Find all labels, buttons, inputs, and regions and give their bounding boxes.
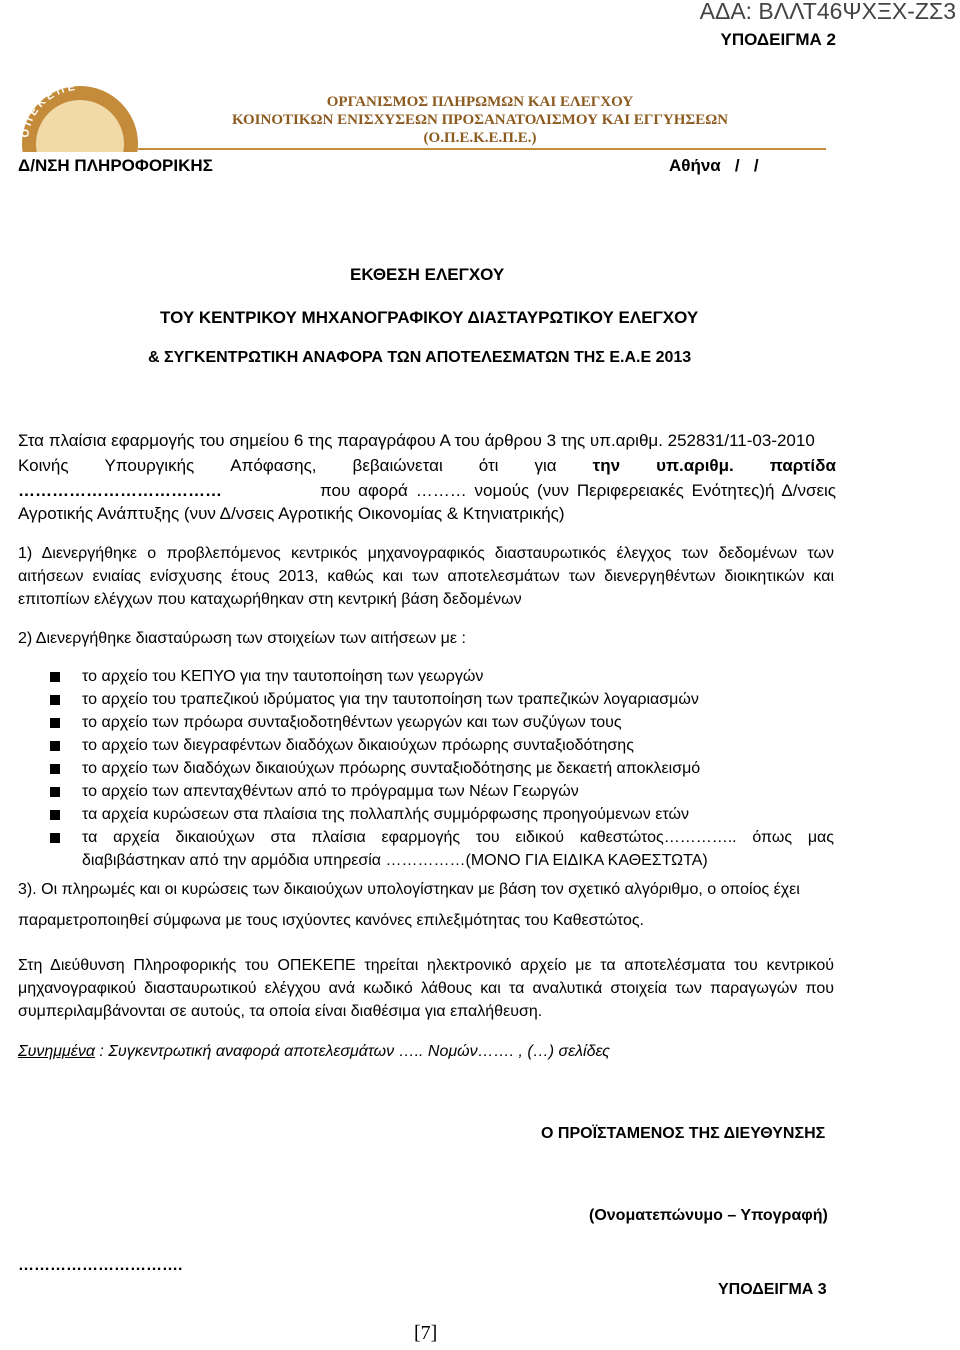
logo-line-3: (Ο.Π.Ε.Κ.Ε.Π.Ε.) [423, 130, 537, 146]
intro-word: Υπουργικής [104, 456, 195, 475]
bullet-square-icon [50, 810, 60, 820]
bullet-item: το αρχείο των διαδόχων δικαιούχων πρόωρης συνταξιοδότησης με δεκαετή αποκλεισμό [82, 760, 701, 777]
bullet-square-icon [50, 741, 60, 751]
bullet-item: το αρχείο του ΚΕΠΥΟ για την ταυτοποίηση των γεωργών [82, 668, 484, 685]
bullet-square-icon [50, 833, 60, 843]
date-line: Αθήνα / / [669, 156, 759, 175]
closing-line-3: συμπεριλαμβάνονται σε αυτούς, τα οποία είναι διαθέσιμα για επαλήθευση. [18, 1003, 543, 1020]
bullet-square-icon [50, 764, 60, 774]
intro-line-3-text-wrap [320, 481, 836, 501]
bullet-item: το αρχείο των πρόωρα συνταξιοδοτηθέντων γεωργών και των συζύγων τους [82, 714, 622, 731]
signatory-title: Ο ΠΡΟΪΣΤΑΜΕΝΟΣ ΤΗΣ ΔΙΕΥΘΥΝΣΗΣ [541, 1125, 826, 1142]
page-number: [7] [414, 1322, 438, 1344]
seal-text: Ο Π Ε Κ Ε Π Ε [19, 82, 76, 139]
sample-label-3: ΥΠΟΔΕΙΓΜΑ 3 [718, 1281, 827, 1298]
intro-batch-dots: ……………………………… [18, 481, 222, 500]
attachments-line [18, 1043, 610, 1061]
bullet-square-icon [50, 695, 60, 705]
attachments-label: Συνημμένα [18, 1043, 95, 1060]
intro-line-2 [18, 456, 836, 476]
closing-line-2: μηχανογραφικού διασταυρωτικού ελέγχου ανά κωδικό λάθους και τα αναλυτικά στοιχεία των παραγωγών που [18, 980, 834, 997]
intro-line-3-text: που αφορά ……… νομούς (νυν Περιφερειακές Ενότητες)ή Δ/νσεις [320, 481, 836, 500]
intro-bold-word: υπ.αριθμ. [656, 456, 734, 475]
intro-line-1: Στα πλαίσια εφαρμογής του σημείου 6 της παραγράφου Α του άρθρου 3 της υπ.αριθμ. 252831/11-03-2010 [18, 431, 815, 450]
logo-line-1: ΟΡΓΑΝΙΣΜΟΣ ΠΛΗΡΩΜΩΝ ΚΑΙ ΕΛΕΓΧΟΥ [326, 94, 634, 110]
intro-word: ότι [478, 456, 499, 475]
closing-line-1: Στη Διεύθυνση Πληροφορικής του ΟΠΕΚΕΠΕ τηρείται ηλεκτρονικό αρχείο με τα αποτελέσματα του κεντρικού [18, 957, 834, 974]
intro-word: Κοινής [18, 456, 69, 475]
point2-intro: 2) Διενεργήθηκε διασταύρωση των στοιχείων των αιτήσεων με : [18, 630, 466, 647]
point1-line-1: 1) Διενεργήθηκε ο προβλεπόμενος κεντρικός μηχανογραφικός διασταυρωτικός έλεγχος των δεδομένων των [18, 545, 834, 562]
bullet-item-last-line-2: διαβιβάστηκαν από την αρμόδια υπηρεσία ……………(ΜΟΝΟ ΓΙΑ ΕΙΔΙΚΑ ΚΑΘΕΣΤΩΤΑ) [82, 852, 708, 869]
intro-bold-word: παρτίδα [769, 456, 836, 475]
ada-code: ΑΔΑ: ΒΛΛΤ46ΨΧΞΧ-ΖΣ3 [699, 0, 956, 24]
bullet-square-icon [50, 718, 60, 728]
bullet-item-last-line-1: τα αρχεία δικαιούχων στα πλαίσια εφαρμογής του ειδικού καθεστώτος………….. όπως μας [82, 829, 834, 846]
bullet-item: το αρχείο των απενταχθέντων από το πρόγραμμα των Νέων Γεωργών [82, 783, 579, 800]
report-title-line-2: ΤΟΥ ΚΕΝΤΡΙΚΟΥ ΜΗΧΑΝΟΓΡΑΦΙΚΟΥ ΔΙΑΣΤΑΥΡΩΤΙΚΟΥ ΕΛΕΓΧΟΥ [160, 308, 699, 327]
intro-line-4: Αγροτικής Ανάπτυξης (νυν Δ/νσεις Αγροτικής Οικονομίας & Κτηνιατρικής) [18, 504, 565, 523]
bullet-item: το αρχείο του τραπεζικού ιδρύματος για την ταυτοποίηση των τραπεζικών λογαριασμών [82, 691, 699, 708]
intro-line-3 [18, 481, 222, 501]
intro-word: Απόφασης, [230, 456, 317, 475]
opekepe-logo [18, 82, 826, 152]
point1-line-2: αιτήσεων ενιαίας ενίσχυσης έτους 2013, καθώς και των αποτελεσμάτων των διενεργηθέντων διοικητικών και [18, 568, 834, 585]
intro-word: για [534, 456, 557, 475]
report-title-line-1: ΕΚΘΕΣΗ ΕΛΕΓΧΟΥ [350, 265, 505, 284]
intro-word: βεβαιώνεται [352, 456, 443, 475]
bullet-item: το αρχείο των διεγραφέντων διαδόχων δικαιούχων πρόωρης συνταξιοδότησης [82, 737, 634, 754]
attachments-text: : Συγκεντρωτική αναφορά αποτελεσμάτων ….. Νομών……. , (…) σελίδες [94, 1043, 610, 1060]
intro-bold-word: την [592, 456, 621, 475]
logo-line-2: ΚΟΙΝΟΤΙΚΩΝ ΕΝΙΣΧΥΣΕΩΝ ΠΡΟΣΑΝΑΤΟΛΙΣΜΟΥ ΚΑΙ ΕΓΓΥΗΣΕΩΝ [231, 112, 729, 128]
footer-dots: …………………………. [18, 1257, 183, 1274]
point3-line-1: 3). Οι πληρωμές και οι κυρώσεις των δικαιούχων υπολογίστηκαν με βάση τον σχετικό αλγόριθμο, ο οποίος έχει [18, 881, 800, 898]
report-title-line-3: & ΣΥΓΚΕΝΤΡΩΤΙΚΗ ΑΝΑΦΟΡΑ ΤΩΝ ΑΠΟΤΕΛΕΣΜΑΤΩΝ ΤΗΣ Ε.Α.Ε 2013 [148, 349, 692, 366]
bullet-square-icon [50, 787, 60, 797]
bullet-item: τα αρχεία κυρώσεων στα πλαίσια της πολλαπλής συμμόρφωσης προηγούμενων ετών [82, 806, 689, 823]
bullet-square-icon [50, 672, 60, 682]
point1-line-3: επιτοπίων ελέγχων που καταχωρήθηκαν στη κεντρική βάση δεδομένων [18, 591, 522, 608]
point3-line-2: παραμετροποιηθεί σύμφωνα με τους ισχύοντες κανόνες επιλεξιμότητας του Καθεστώτος. [18, 912, 644, 929]
signatory-name-placeholder: (Ονοματεπώνυμο – Υπογραφή) [589, 1207, 828, 1224]
sender-directorate: Δ/ΝΣΗ ΠΛΗΡΟΦΟΡΙΚΗΣ [18, 156, 213, 175]
sample-label-2: ΥΠΟΔΕΙΓΜΑ 2 [720, 30, 836, 49]
